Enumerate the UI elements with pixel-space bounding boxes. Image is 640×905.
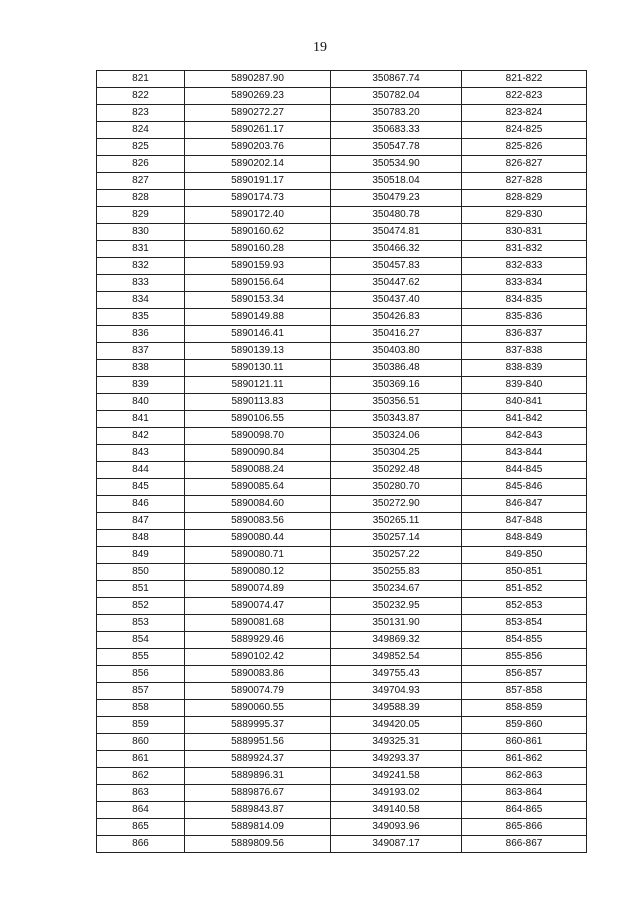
- table-row: [97, 683, 587, 700]
- segment-cell: 864-865: [462, 802, 587, 819]
- segment-cell: 830-831: [462, 224, 587, 241]
- x-coordinate-cell: 5890080.71: [185, 547, 331, 564]
- y-coordinate-cell: 350867.74: [331, 71, 462, 88]
- segment-cell: 827-828: [462, 173, 587, 190]
- segment-cell: 851-852: [462, 581, 587, 598]
- segment-cell: 855-856: [462, 649, 587, 666]
- table-row: [97, 326, 587, 343]
- x-coordinate-cell: 5890085.64: [185, 479, 331, 496]
- point-number-cell: 848: [97, 530, 185, 547]
- x-coordinate-cell: 5890156.64: [185, 275, 331, 292]
- x-coordinate-cell: 5889924.37: [185, 751, 331, 768]
- point-number-cell: 854: [97, 632, 185, 649]
- y-coordinate-cell: 350457.83: [331, 258, 462, 275]
- x-coordinate-cell: 5890261.17: [185, 122, 331, 139]
- y-coordinate-cell: 350437.40: [331, 292, 462, 309]
- table-row: [97, 649, 587, 666]
- table-row: [97, 547, 587, 564]
- point-number-cell: 865: [97, 819, 185, 836]
- point-number-cell: 824: [97, 122, 185, 139]
- segment-cell: 833-834: [462, 275, 587, 292]
- segment-cell: 841-842: [462, 411, 587, 428]
- x-coordinate-cell: 5889809.56: [185, 836, 331, 853]
- point-number-cell: 838: [97, 360, 185, 377]
- segment-cell: 842-843: [462, 428, 587, 445]
- table-row: [97, 309, 587, 326]
- table-row: [97, 632, 587, 649]
- y-coordinate-cell: 350479.23: [331, 190, 462, 207]
- y-coordinate-cell: 349093.96: [331, 819, 462, 836]
- x-coordinate-cell: 5890160.62: [185, 224, 331, 241]
- segment-cell: 863-864: [462, 785, 587, 802]
- y-coordinate-cell: 350292.48: [331, 462, 462, 479]
- x-coordinate-cell: 5890146.41: [185, 326, 331, 343]
- x-coordinate-cell: 5889929.46: [185, 632, 331, 649]
- point-number-cell: 822: [97, 88, 185, 105]
- y-coordinate-cell: 350547.78: [331, 139, 462, 156]
- point-number-cell: 859: [97, 717, 185, 734]
- y-coordinate-cell: 350232.95: [331, 598, 462, 615]
- table-row: [97, 241, 587, 258]
- segment-cell: 837-838: [462, 343, 587, 360]
- point-number-cell: 861: [97, 751, 185, 768]
- y-coordinate-cell: 350265.11: [331, 513, 462, 530]
- y-coordinate-cell: 350343.87: [331, 411, 462, 428]
- x-coordinate-cell: 5890102.42: [185, 649, 331, 666]
- point-number-cell: 829: [97, 207, 185, 224]
- x-coordinate-cell: 5890084.60: [185, 496, 331, 513]
- y-coordinate-cell: 350518.04: [331, 173, 462, 190]
- y-coordinate-cell: 349241.58: [331, 768, 462, 785]
- point-number-cell: 851: [97, 581, 185, 598]
- segment-cell: 856-857: [462, 666, 587, 683]
- table-row: [97, 513, 587, 530]
- x-coordinate-cell: 5890113.83: [185, 394, 331, 411]
- table-row: [97, 802, 587, 819]
- table-row: [97, 343, 587, 360]
- x-coordinate-cell: 5890074.89: [185, 581, 331, 598]
- point-number-cell: 860: [97, 734, 185, 751]
- y-coordinate-cell: 350466.32: [331, 241, 462, 258]
- table-row: [97, 564, 587, 581]
- page-number: 19: [313, 40, 327, 55]
- segment-cell: 835-836: [462, 309, 587, 326]
- y-coordinate-cell: 350480.78: [331, 207, 462, 224]
- x-coordinate-cell: 5890160.28: [185, 241, 331, 258]
- x-coordinate-cell: 5890090.84: [185, 445, 331, 462]
- y-coordinate-cell: 350131.90: [331, 615, 462, 632]
- y-coordinate-cell: 349293.37: [331, 751, 462, 768]
- table-row: [97, 377, 587, 394]
- y-coordinate-cell: 350474.81: [331, 224, 462, 241]
- point-number-cell: 844: [97, 462, 185, 479]
- x-coordinate-cell: 5889951.56: [185, 734, 331, 751]
- segment-cell: 831-832: [462, 241, 587, 258]
- table-row: [97, 581, 587, 598]
- x-coordinate-cell: 5890172.40: [185, 207, 331, 224]
- segment-cell: 858-859: [462, 700, 587, 717]
- x-coordinate-cell: 5890272.27: [185, 105, 331, 122]
- table-row: [97, 785, 587, 802]
- point-number-cell: 833: [97, 275, 185, 292]
- point-number-cell: 839: [97, 377, 185, 394]
- table-row: [97, 292, 587, 309]
- x-coordinate-cell: 5890153.34: [185, 292, 331, 309]
- point-number-cell: 855: [97, 649, 185, 666]
- x-coordinate-cell: 5890191.17: [185, 173, 331, 190]
- segment-cell: 845-846: [462, 479, 587, 496]
- table-row: [97, 190, 587, 207]
- y-coordinate-cell: 350783.20: [331, 105, 462, 122]
- point-number-cell: 830: [97, 224, 185, 241]
- x-coordinate-cell: 5890080.12: [185, 564, 331, 581]
- segment-cell: 840-841: [462, 394, 587, 411]
- y-coordinate-cell: 349588.39: [331, 700, 462, 717]
- point-number-cell: 850: [97, 564, 185, 581]
- segment-cell: 852-853: [462, 598, 587, 615]
- x-coordinate-cell: 5890287.90: [185, 71, 331, 88]
- point-number-cell: 863: [97, 785, 185, 802]
- y-coordinate-cell: 350447.62: [331, 275, 462, 292]
- x-coordinate-cell: 5889995.37: [185, 717, 331, 734]
- point-number-cell: 849: [97, 547, 185, 564]
- x-coordinate-cell: 5890202.14: [185, 156, 331, 173]
- y-coordinate-cell: 350683.33: [331, 122, 462, 139]
- segment-cell: 826-827: [462, 156, 587, 173]
- segment-cell: 860-861: [462, 734, 587, 751]
- segment-cell: 824-825: [462, 122, 587, 139]
- point-number-cell: 821: [97, 71, 185, 88]
- x-coordinate-cell: 5890139.13: [185, 343, 331, 360]
- segment-cell: 848-849: [462, 530, 587, 547]
- segment-cell: 862-863: [462, 768, 587, 785]
- point-number-cell: 847: [97, 513, 185, 530]
- segment-cell: 849-850: [462, 547, 587, 564]
- segment-cell: 854-855: [462, 632, 587, 649]
- point-number-cell: 834: [97, 292, 185, 309]
- table-row: [97, 734, 587, 751]
- point-number-cell: 836: [97, 326, 185, 343]
- x-coordinate-cell: 5889814.09: [185, 819, 331, 836]
- table-row: [97, 156, 587, 173]
- segment-cell: 846-847: [462, 496, 587, 513]
- point-number-cell: 858: [97, 700, 185, 717]
- table-row: [97, 173, 587, 190]
- point-number-cell: 840: [97, 394, 185, 411]
- y-coordinate-cell: 350403.80: [331, 343, 462, 360]
- y-coordinate-cell: 349704.93: [331, 683, 462, 700]
- segment-cell: 825-826: [462, 139, 587, 156]
- x-coordinate-cell: 5890098.70: [185, 428, 331, 445]
- segment-cell: 828-829: [462, 190, 587, 207]
- point-number-cell: 852: [97, 598, 185, 615]
- y-coordinate-cell: 349420.05: [331, 717, 462, 734]
- table-row: [97, 360, 587, 377]
- segment-cell: 853-854: [462, 615, 587, 632]
- x-coordinate-cell: 5890074.47: [185, 598, 331, 615]
- segment-cell: 823-824: [462, 105, 587, 122]
- y-coordinate-cell: 350386.48: [331, 360, 462, 377]
- x-coordinate-cell: 5890060.55: [185, 700, 331, 717]
- y-coordinate-cell: 349852.54: [331, 649, 462, 666]
- y-coordinate-cell: 350257.22: [331, 547, 462, 564]
- y-coordinate-cell: 350426.83: [331, 309, 462, 326]
- table-row: [97, 71, 587, 88]
- table-row: [97, 258, 587, 275]
- segment-cell: 866-867: [462, 836, 587, 853]
- x-coordinate-cell: 5889896.31: [185, 768, 331, 785]
- table-row: [97, 224, 587, 241]
- point-number-cell: 825: [97, 139, 185, 156]
- point-number-cell: 828: [97, 190, 185, 207]
- table-row: [97, 615, 587, 632]
- x-coordinate-cell: 5889843.87: [185, 802, 331, 819]
- point-number-cell: 842: [97, 428, 185, 445]
- point-number-cell: 823: [97, 105, 185, 122]
- y-coordinate-cell: 349087.17: [331, 836, 462, 853]
- table-row: [97, 88, 587, 105]
- segment-cell: 843-844: [462, 445, 587, 462]
- table-row: [97, 275, 587, 292]
- point-number-cell: 862: [97, 768, 185, 785]
- segment-cell: 834-835: [462, 292, 587, 309]
- table-row: [97, 530, 587, 547]
- x-coordinate-cell: 5890130.11: [185, 360, 331, 377]
- coordinates-table: [96, 70, 587, 853]
- table-row: [97, 598, 587, 615]
- x-coordinate-cell: 5890159.93: [185, 258, 331, 275]
- segment-cell: 836-837: [462, 326, 587, 343]
- table-row: [97, 496, 587, 513]
- table-row: [97, 717, 587, 734]
- point-number-cell: 864: [97, 802, 185, 819]
- segment-cell: 847-848: [462, 513, 587, 530]
- point-number-cell: 843: [97, 445, 185, 462]
- y-coordinate-cell: 350272.90: [331, 496, 462, 513]
- point-number-cell: 846: [97, 496, 185, 513]
- point-number-cell: 835: [97, 309, 185, 326]
- table-row: [97, 139, 587, 156]
- table-row: [97, 768, 587, 785]
- table-row: [97, 105, 587, 122]
- x-coordinate-cell: 5890074.79: [185, 683, 331, 700]
- segment-cell: 822-823: [462, 88, 587, 105]
- x-coordinate-cell: 5890106.55: [185, 411, 331, 428]
- y-coordinate-cell: 350234.67: [331, 581, 462, 598]
- table-row: [97, 207, 587, 224]
- table-row: [97, 751, 587, 768]
- point-number-cell: 866: [97, 836, 185, 853]
- y-coordinate-cell: 350324.06: [331, 428, 462, 445]
- table-row: [97, 462, 587, 479]
- segment-cell: 832-833: [462, 258, 587, 275]
- y-coordinate-cell: 350369.16: [331, 377, 462, 394]
- point-number-cell: 827: [97, 173, 185, 190]
- segment-cell: 821-822: [462, 71, 587, 88]
- point-number-cell: 856: [97, 666, 185, 683]
- y-coordinate-cell: 350257.14: [331, 530, 462, 547]
- y-coordinate-cell: 349325.31: [331, 734, 462, 751]
- table-row: [97, 445, 587, 462]
- segment-cell: 865-866: [462, 819, 587, 836]
- coordinates-table-body: [97, 71, 587, 853]
- y-coordinate-cell: 350280.70: [331, 479, 462, 496]
- table-row: [97, 394, 587, 411]
- table-row: [97, 666, 587, 683]
- y-coordinate-cell: 350534.90: [331, 156, 462, 173]
- x-coordinate-cell: 5890088.24: [185, 462, 331, 479]
- x-coordinate-cell: 5889876.67: [185, 785, 331, 802]
- x-coordinate-cell: 5890149.88: [185, 309, 331, 326]
- point-number-cell: 832: [97, 258, 185, 275]
- segment-cell: 844-845: [462, 462, 587, 479]
- y-coordinate-cell: 349193.02: [331, 785, 462, 802]
- point-number-cell: 837: [97, 343, 185, 360]
- point-number-cell: 857: [97, 683, 185, 700]
- x-coordinate-cell: 5890174.73: [185, 190, 331, 207]
- segment-cell: 859-860: [462, 717, 587, 734]
- point-number-cell: 845: [97, 479, 185, 496]
- y-coordinate-cell: 349140.58: [331, 802, 462, 819]
- x-coordinate-cell: 5890203.76: [185, 139, 331, 156]
- y-coordinate-cell: 349869.32: [331, 632, 462, 649]
- segment-cell: 839-840: [462, 377, 587, 394]
- segment-cell: 861-862: [462, 751, 587, 768]
- x-coordinate-cell: 5890269.23: [185, 88, 331, 105]
- y-coordinate-cell: 350304.25: [331, 445, 462, 462]
- table-row: [97, 411, 587, 428]
- segment-cell: 857-858: [462, 683, 587, 700]
- point-number-cell: 826: [97, 156, 185, 173]
- table-row: [97, 428, 587, 445]
- table-row: [97, 479, 587, 496]
- x-coordinate-cell: 5890121.11: [185, 377, 331, 394]
- y-coordinate-cell: 349755.43: [331, 666, 462, 683]
- table-row: [97, 819, 587, 836]
- table-row: [97, 700, 587, 717]
- x-coordinate-cell: 5890081.68: [185, 615, 331, 632]
- table-row: [97, 122, 587, 139]
- y-coordinate-cell: 350416.27: [331, 326, 462, 343]
- y-coordinate-cell: 350782.04: [331, 88, 462, 105]
- segment-cell: 838-839: [462, 360, 587, 377]
- point-number-cell: 841: [97, 411, 185, 428]
- point-number-cell: 831: [97, 241, 185, 258]
- segment-cell: 829-830: [462, 207, 587, 224]
- table-row: [97, 836, 587, 853]
- point-number-cell: 853: [97, 615, 185, 632]
- y-coordinate-cell: 350356.51: [331, 394, 462, 411]
- x-coordinate-cell: 5890083.56: [185, 513, 331, 530]
- y-coordinate-cell: 350255.83: [331, 564, 462, 581]
- segment-cell: 850-851: [462, 564, 587, 581]
- x-coordinate-cell: 5890080.44: [185, 530, 331, 547]
- x-coordinate-cell: 5890083.86: [185, 666, 331, 683]
